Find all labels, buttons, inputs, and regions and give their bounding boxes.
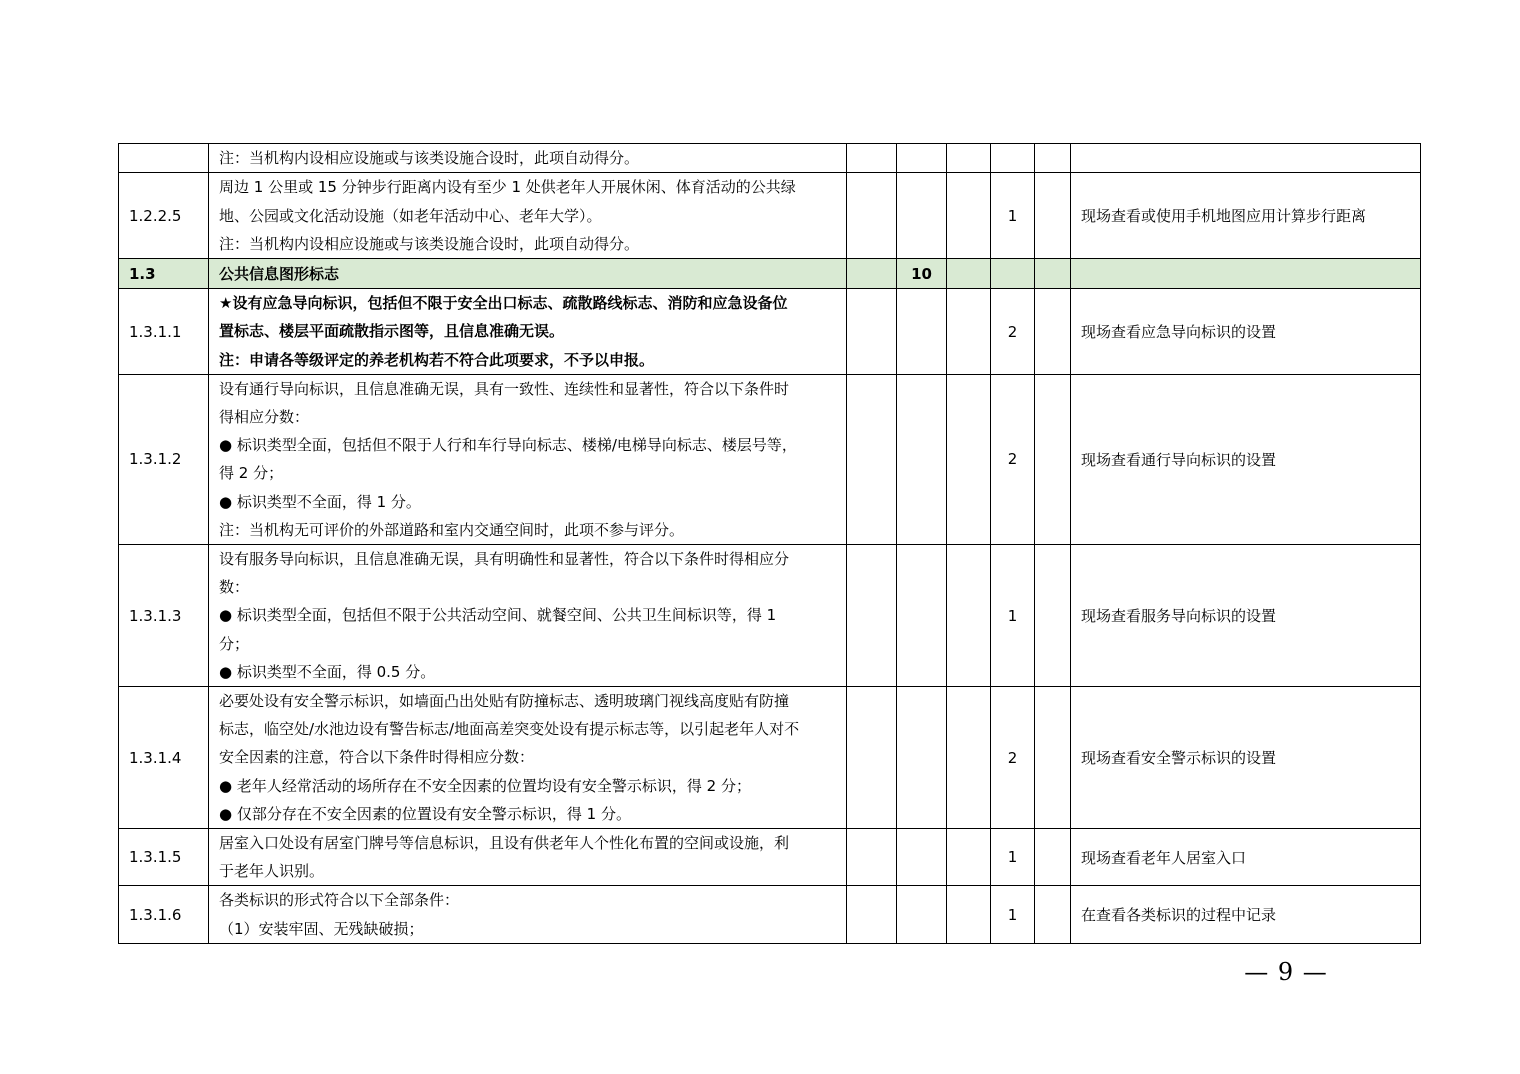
empty-cell: [1035, 886, 1071, 943]
category-score: [897, 687, 947, 829]
content-line: 置标志、楼层平面疏散指示图等，且信息准确无误。: [219, 322, 565, 341]
empty-cell: [847, 173, 897, 259]
item-code: 1.3: [119, 259, 209, 289]
empty-cell: [947, 259, 991, 289]
item-score: 1: [991, 886, 1035, 943]
content-line: 安全因素的注意，符合以下条件时得相应分数：: [219, 748, 535, 767]
empty-cell: [1035, 259, 1071, 289]
item-score: 2: [991, 687, 1035, 829]
content-line: 注：申请各等级评定的养老机构若不符合此项要求，不予以申报。: [219, 350, 655, 369]
empty-cell: [947, 886, 991, 943]
category-score: [897, 829, 947, 886]
content-line: （1）安装牢固、无残缺破损；: [219, 919, 424, 938]
evaluation-method: [1071, 259, 1421, 289]
empty-cell: [847, 289, 897, 375]
empty-cell: [1035, 173, 1071, 259]
item-score: 2: [991, 289, 1035, 375]
item-content: [209, 829, 847, 886]
empty-cell: [947, 545, 991, 687]
content-line: 设有通行导向标识，且信息准确无误，具有一致性、连续性和显著性，符合以下条件时: [219, 379, 790, 398]
table-row: [119, 173, 1421, 259]
empty-cell: [1035, 545, 1071, 687]
item-code: 1.3.1.3: [119, 545, 209, 687]
content-line: 得 2 分；: [219, 464, 284, 483]
empty-cell: [847, 144, 897, 173]
evaluation-method: 现场查看安全警示标识的设置: [1071, 687, 1421, 829]
table-row: [119, 545, 1421, 687]
table-row: [119, 289, 1421, 375]
page-number: — 9 —: [1244, 958, 1328, 986]
table-row: [119, 886, 1421, 943]
item-score: 1: [991, 829, 1035, 886]
item-score: 1: [991, 173, 1035, 259]
empty-cell: [1035, 829, 1071, 886]
evaluation-table: [118, 143, 1421, 944]
item-code: 1.3.1.6: [119, 886, 209, 943]
empty-cell: [947, 144, 991, 173]
content-line: 分；: [219, 634, 250, 653]
category-score: [897, 289, 947, 375]
empty-cell: [847, 829, 897, 886]
item-code: 1.2.2.5: [119, 173, 209, 259]
category-score: [897, 886, 947, 943]
table-row: [119, 687, 1421, 829]
empty-cell: [1035, 144, 1071, 173]
content-line: 注：当机构内设相应设施或与该类设施合设时，此项自动得分。: [219, 149, 640, 167]
content-line: ● 标识类型全面，包括但不限于人行和车行导向标志、楼梯/电梯导向标志、楼层号等，: [219, 436, 797, 455]
category-score: 10: [897, 259, 947, 289]
item-content: [209, 259, 847, 289]
item-score: 1: [991, 545, 1035, 687]
content-line: 标志，临空处/水池边设有警告标志/地面高差突变处设有提示标志等，以引起老年人对不: [219, 720, 800, 739]
evaluation-method: 现场查看老年人居室入口: [1071, 829, 1421, 886]
content-line: 设有服务导向标识，且信息准确无误，具有明确性和显著性，符合以下条件时得相应分: [219, 550, 790, 569]
item-content: [209, 886, 847, 943]
category-score: [897, 144, 947, 173]
empty-cell: [1035, 289, 1071, 375]
item-content: [209, 374, 847, 544]
evaluation-method: 现场查看通行导向标识的设置: [1071, 374, 1421, 544]
category-score: [897, 173, 947, 259]
empty-cell: [947, 829, 991, 886]
content-line: 周边 1 公里或 15 分钟步行距离内设有至少 1 处供老年人开展休闲、体育活动的公共绿: [219, 178, 796, 197]
table-row: [119, 374, 1421, 544]
content-line: 公共信息图形标志: [219, 264, 340, 283]
content-line: ● 仅部分存在不安全因素的位置设有安全警示标识，得 1 分。: [219, 804, 631, 823]
content-line: 必要处设有安全警示标识，如墙面凸出处贴有防撞标志、透明玻璃门视线高度贴有防撞: [219, 692, 790, 711]
item-content: [209, 144, 847, 173]
evaluation-method: 现场查看应急导向标识的设置: [1071, 289, 1421, 375]
content-line: ★设有应急导向标识，包括但不限于安全出口标志、疏散路线标志、消防和应急设备位: [219, 294, 788, 313]
content-line: 注：当机构内设相应设施或与该类设施合设时，此项自动得分。: [219, 234, 640, 253]
table-row: [119, 829, 1421, 886]
empty-cell: [947, 374, 991, 544]
evaluation-method: 现场查看服务导向标识的设置: [1071, 545, 1421, 687]
empty-cell: [847, 545, 897, 687]
evaluation-method: 现场查看或使用手机地图应用计算步行距离: [1071, 173, 1421, 259]
item-score: [991, 259, 1035, 289]
empty-cell: [947, 289, 991, 375]
empty-cell: [1035, 374, 1071, 544]
table-row: [119, 144, 1421, 173]
content-line: ● 标识类型不全面，得 1 分。: [219, 492, 421, 511]
section-row: [119, 259, 1421, 289]
category-score: [897, 545, 947, 687]
empty-cell: [847, 687, 897, 829]
content-line: 地、公园或文化活动设施（如老年活动中心、老年大学）。: [219, 206, 602, 225]
content-line: 于老年人识别。: [219, 862, 325, 881]
empty-cell: [947, 173, 991, 259]
content-line: ● 标识类型不全面，得 0.5 分。: [219, 662, 436, 681]
empty-cell: [847, 259, 897, 289]
item-content: [209, 545, 847, 687]
content-line: 得相应分数：: [219, 408, 310, 427]
item-code: [119, 144, 209, 173]
item-code: 1.3.1.5: [119, 829, 209, 886]
evaluation-method: 在查看各类标识的过程中记录: [1071, 886, 1421, 943]
empty-cell: [947, 687, 991, 829]
content-line: 居室入口处设有居室门牌号等信息标识，且设有供老年人个性化布置的空间或设施，利: [219, 834, 790, 853]
content-line: ● 标识类型全面，包括但不限于公共活动空间、就餐空间、公共卫生间标识等，得 1: [219, 606, 777, 625]
item-content: [209, 173, 847, 259]
item-code: 1.3.1.4: [119, 687, 209, 829]
item-code: 1.3.1.2: [119, 374, 209, 544]
content-line: 各类标识的形式符合以下全部条件：: [219, 891, 460, 910]
item-score: [991, 144, 1035, 173]
evaluation-table-body: [119, 144, 1421, 944]
evaluation-method: [1071, 144, 1421, 173]
item-score: 2: [991, 374, 1035, 544]
content-line: 数：: [219, 578, 250, 597]
item-content: [209, 687, 847, 829]
empty-cell: [847, 374, 897, 544]
content-line: 注：当机构无可评价的外部道路和室内交通空间时，此项不参与评分。: [219, 520, 685, 539]
empty-cell: [847, 886, 897, 943]
empty-cell: [1035, 687, 1071, 829]
content-line: ● 老年人经常活动的场所存在不安全因素的位置均设有安全警示标识，得 2 分；: [219, 776, 751, 795]
item-content: [209, 289, 847, 375]
category-score: [897, 374, 947, 544]
item-code: 1.3.1.1: [119, 289, 209, 375]
